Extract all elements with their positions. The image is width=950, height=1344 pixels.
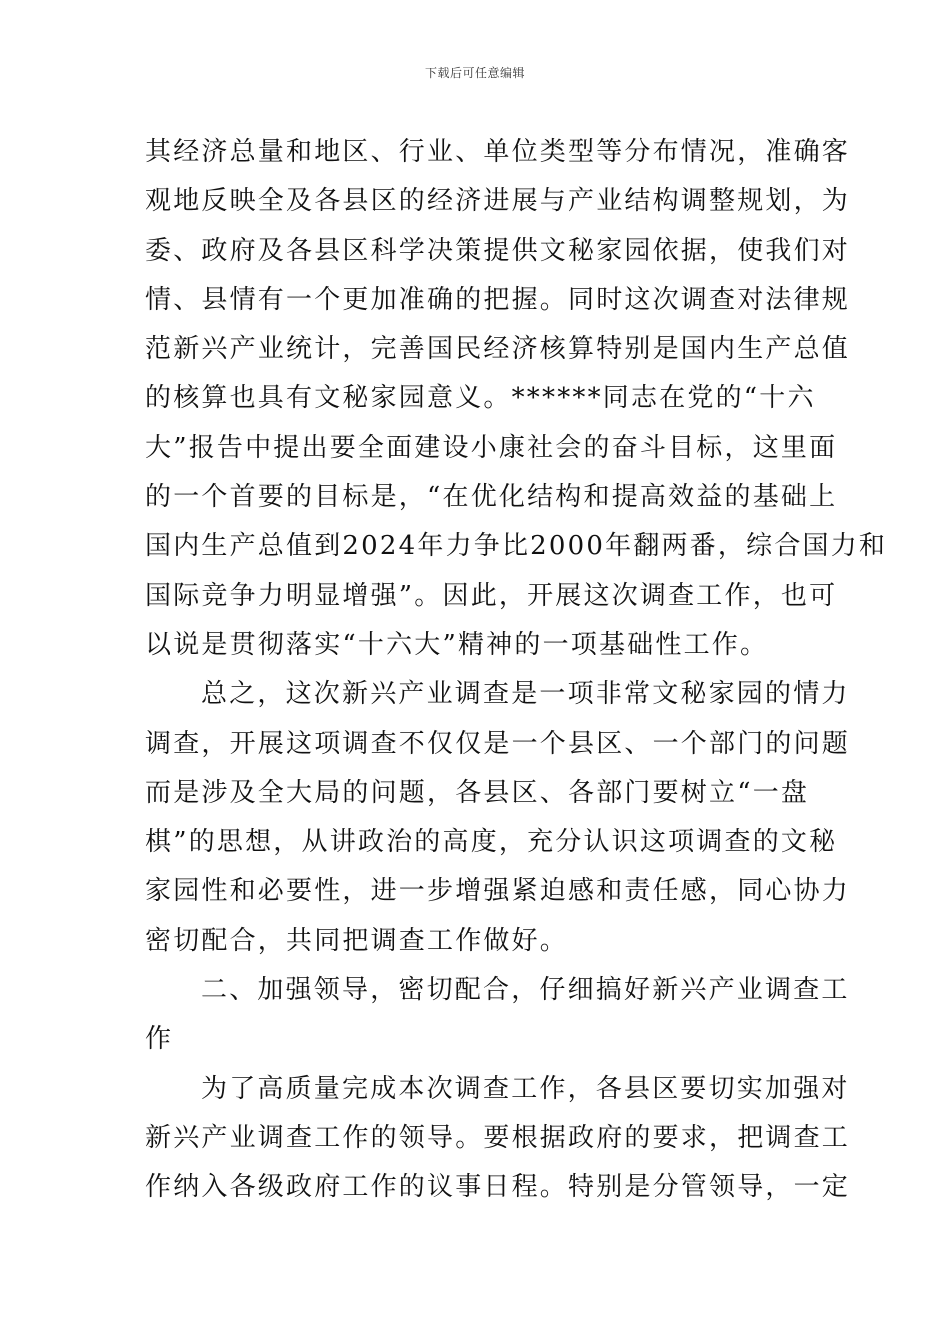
text-line: 新兴产业调查工作的领导。要根据政府的要求，把调查工 [145,1122,851,1153]
text-line: 国际竞争力明显增强”。因此，开展这次调查工作，也可 [145,580,838,611]
section-heading-line: 二、加强领导，密切配合，仔细搞好新兴产业调查工 [201,975,850,1006]
text-line: 观地反映全及各县区的经济进展与产业结构调整规划，为 [145,186,851,217]
document-body [145,128,888,1213]
text-line: 家园性和必要性，进一步增强紧迫感和责任感，同心协力 [145,876,851,907]
text-line: 调查，开展这项调查不仅仅是一个县区、一个部门的问题 [145,728,851,759]
text-line: 棋”的思想，从讲政治的高度，充分认识这项调查的文秘 [145,827,838,858]
text-line: 作纳入各级政府工作的议事日程。特别是分管领导，一定 [145,1172,851,1203]
page-header: 下载后可任意编辑 [424,66,525,80]
section-heading-line: 作 [145,1024,174,1055]
text-line: 以说是贯彻落实“十六大”精神的一项基础性工作。 [145,629,769,660]
text-line: 的一个首要的目标是，“在优化结构和提高效益的基础上 [145,482,838,513]
text-line: 密切配合，共同把调查工作做好。 [145,925,569,956]
paragraph-start-line: 总之，这次新兴产业调查是一项非常文秘家园的情力 [201,679,850,710]
text-line: 情、县情有一个更加准确的把握。同时这次调查对法律规 [145,284,851,315]
text-line: 委、政府及各县区科学决策提供文秘家园依据，使我们对 [145,235,851,266]
paragraph-start-line: 为了高质量完成本次调查工作，各县区要切实加强对 [201,1073,850,1104]
text-line: 的核算也具有文秘家园意义。******同志在党的“十六 [145,383,816,414]
text-line: 范新兴产业统计，完善国民经济核算特别是国内生产总值 [145,334,851,365]
text-line: 而是涉及全大局的问题，各县区、各部门要树立“一盘 [145,777,810,808]
text-line: 其经济总量和地区、行业、单位类型等分布情况，准确客 [145,137,851,167]
text-line: 大”报告中提出要全面建设小康社会的奋斗目标，这里面 [145,432,838,463]
text-line: 国内生产总值到2024年力争比2000年翻两番，综合国力和 [145,531,888,562]
